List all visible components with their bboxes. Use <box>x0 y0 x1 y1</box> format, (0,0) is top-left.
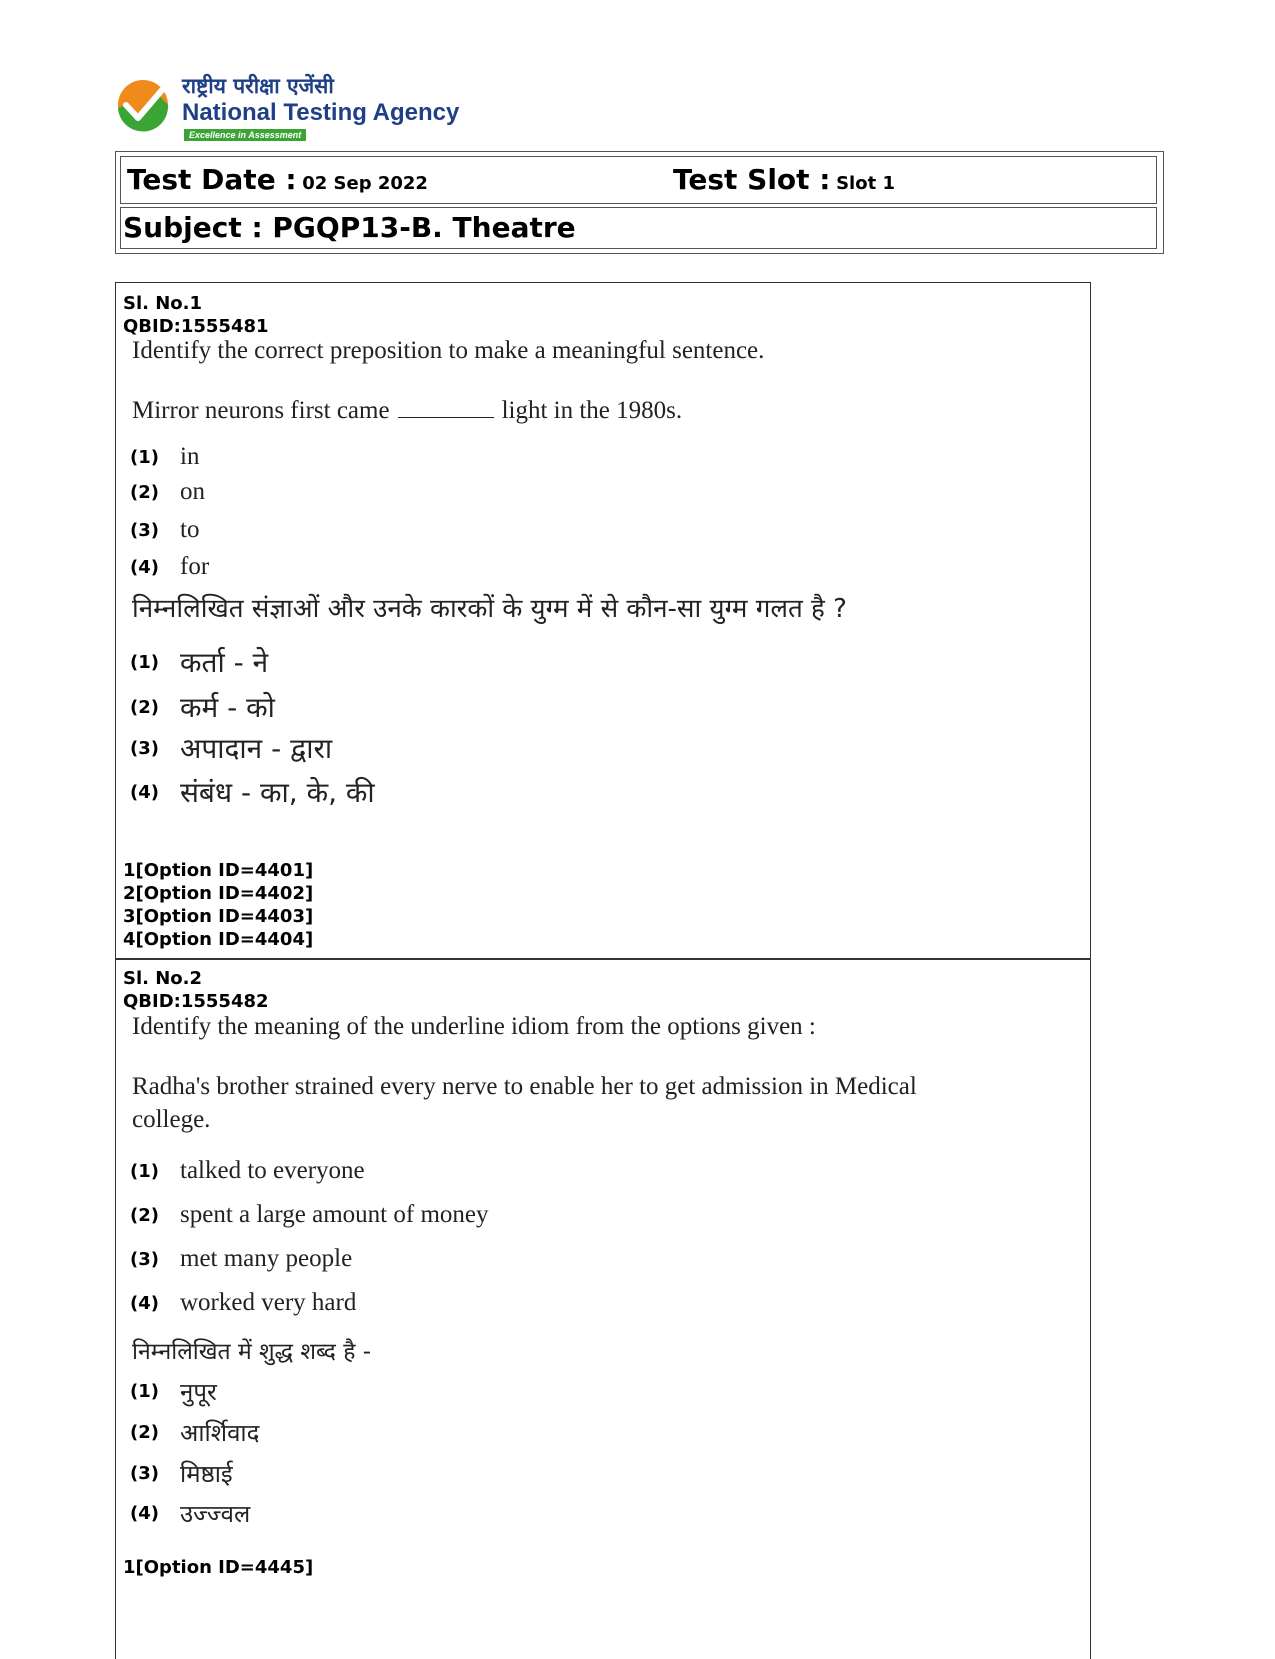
option-text: कर्ता - ने <box>180 646 269 679</box>
sl-no: Sl. No.2 <box>123 968 203 989</box>
option-number: (4) <box>130 1503 159 1524</box>
hindi-question: निम्नलिखित संज्ञाओं और उनके कारकों के युग्म में से कौन-सा युग्म गलत है ? <box>132 594 847 624</box>
question-instruction: Identify the correct preposition to make a meaningful sentence. <box>132 337 765 364</box>
option-text: नुपूर <box>180 1378 217 1406</box>
option-text: उज्ज्वल <box>180 1500 251 1528</box>
option-number: (2) <box>130 481 159 503</box>
option-number: (3) <box>130 519 159 541</box>
option-number: (1) <box>130 1381 159 1402</box>
option-id-2: 2[Option ID=4402] <box>123 883 314 904</box>
logo-english-name: National Testing Agency <box>182 99 460 126</box>
question-block-2 <box>115 958 1091 1659</box>
subject-row <box>120 207 1157 249</box>
option-id-4: 4[Option ID=4404] <box>123 929 314 950</box>
option-number: (2) <box>130 1422 159 1443</box>
option-text: for <box>180 553 210 580</box>
test-slot <box>673 163 895 196</box>
logo-hindi-name: राष्ट्रीय परीक्षा एजेंसी <box>182 74 334 98</box>
option-number: (3) <box>130 1248 159 1270</box>
hindi-option-2 <box>130 688 275 726</box>
nta-logo <box>116 72 476 146</box>
option-id-1: 1[Option ID=4445] <box>123 1557 314 1578</box>
option-text: met many people <box>180 1245 353 1272</box>
test-info-row <box>120 156 1157 204</box>
option-text: in <box>180 443 200 470</box>
option-2 <box>130 1201 488 1229</box>
hindi-option-3 <box>130 729 332 767</box>
option-number: (4) <box>130 781 159 803</box>
option-number: (1) <box>130 651 159 673</box>
option-number: (4) <box>130 1292 159 1314</box>
option-id-1: 1[Option ID=4401] <box>123 860 314 881</box>
test-date <box>127 163 428 196</box>
sl-no: Sl. No.1 <box>123 293 203 314</box>
option-id-3: 3[Option ID=4403] <box>123 906 314 927</box>
option-number: (2) <box>130 1204 159 1226</box>
option-text: संबंध - का, के, की <box>180 776 375 809</box>
sentence-before-blank: Mirror neurons first came <box>132 397 390 424</box>
fill-blank <box>398 399 494 418</box>
option-1 <box>130 443 199 471</box>
option-text: on <box>180 478 205 505</box>
hindi-option-1 <box>130 643 268 681</box>
option-text: talked to everyone <box>180 1157 365 1184</box>
option-3 <box>130 516 199 544</box>
qbid: QBID:1555482 <box>123 991 269 1012</box>
option-4 <box>130 553 209 581</box>
subject-title: Subject : PGQP13-B. Theatre <box>123 211 576 244</box>
hindi-option-3 <box>130 1457 233 1490</box>
logo-tagline: Excellence in Assessment <box>184 129 306 141</box>
question-block-1 <box>115 282 1091 960</box>
qbid: QBID:1555481 <box>123 316 269 337</box>
option-number: (3) <box>130 1463 159 1484</box>
test-slot-label: Test Slot : <box>673 163 831 196</box>
option-2 <box>130 478 205 506</box>
question-sentence-line-1: Radha's brother strained every nerve to enable her to get admission in Medical <box>132 1073 917 1100</box>
option-text: कर्म - को <box>180 691 275 724</box>
option-text: spent a large amount of money <box>180 1201 489 1228</box>
option-number: (2) <box>130 696 159 718</box>
option-number: (3) <box>130 737 159 759</box>
question-sentence-line-2: college. <box>132 1106 211 1133</box>
option-number: (4) <box>130 556 159 578</box>
option-3 <box>130 1245 352 1273</box>
hindi-option-1 <box>130 1375 217 1408</box>
option-text: worked very hard <box>180 1289 357 1316</box>
option-number: (1) <box>130 446 159 468</box>
test-date-label: Test Date : <box>127 163 297 196</box>
question-instruction: Identify the meaning of the underline idiom from the options given : <box>132 1013 816 1040</box>
test-header <box>115 151 1164 254</box>
option-4 <box>130 1289 356 1317</box>
test-date-value: 02 Sep 2022 <box>302 173 428 194</box>
option-text: मिष्ठाई <box>180 1460 233 1488</box>
option-1 <box>130 1157 365 1185</box>
hindi-option-2 <box>130 1416 259 1449</box>
option-text: to <box>180 516 200 543</box>
checkmark-logo-icon <box>116 78 170 132</box>
sentence-after-blank: light in the 1980s. <box>501 397 683 424</box>
option-text: आर्शिवाद <box>180 1419 260 1447</box>
question-sentence <box>132 397 682 425</box>
hindi-question: निम्नलिखित में शुद्ध शब्द है - <box>132 1339 372 1365</box>
option-number: (1) <box>130 1160 159 1182</box>
option-text: अपादान - द्वारा <box>180 732 333 765</box>
hindi-option-4 <box>130 1497 250 1530</box>
hindi-option-4 <box>130 773 375 811</box>
test-slot-value: Slot 1 <box>836 173 895 194</box>
